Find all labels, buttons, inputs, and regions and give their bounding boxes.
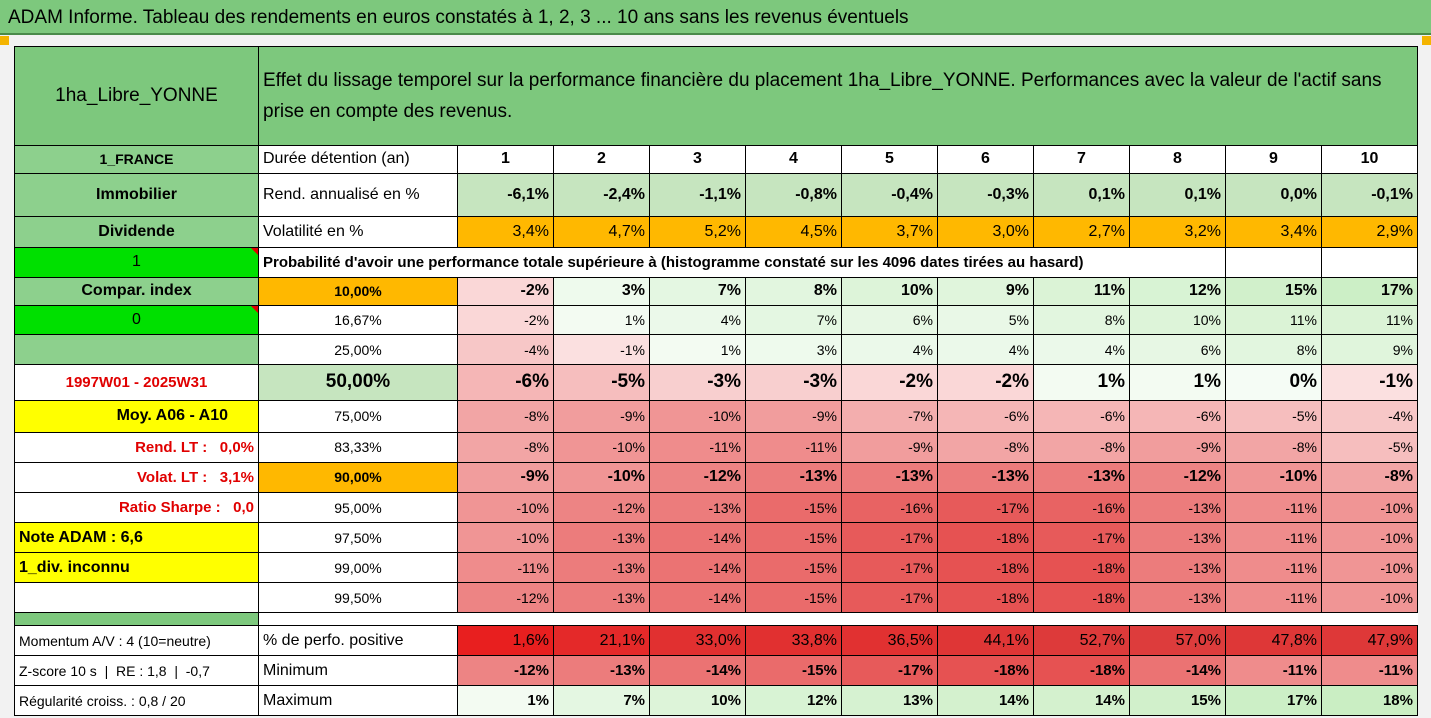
empty-cell [1226, 247, 1322, 277]
quantile-value: -13% [554, 583, 650, 613]
moy-label: Moy. A06 - A10 [15, 401, 259, 433]
quantile-value: 12% [1130, 277, 1226, 306]
quantile-value: -2% [938, 364, 1034, 400]
quantile-value: -15% [746, 553, 842, 583]
category-label: Immobilier [15, 173, 259, 216]
quantile-value: -10% [554, 462, 650, 492]
quantile-value: -2% [458, 277, 554, 306]
quantile-value: -6% [1130, 401, 1226, 433]
pos-label: % de perfo. positive [259, 626, 458, 656]
quantile-value: -12% [554, 492, 650, 523]
quantile-value: -5% [554, 364, 650, 400]
rend-value: -1,1% [650, 173, 746, 216]
min-value: -14% [1130, 656, 1226, 686]
quantile-label: 95,00% [259, 492, 458, 523]
quantile-value: -18% [938, 583, 1034, 613]
quantile-value: -9% [458, 462, 554, 492]
rend-value: -0,1% [1322, 173, 1418, 216]
pos-value: 57,0% [1130, 626, 1226, 656]
quantile-value: -9% [1130, 432, 1226, 462]
volat-value: 4,5% [746, 216, 842, 247]
quantile-value: -6% [1034, 401, 1130, 433]
max-value: 13% [842, 686, 938, 716]
year-header: 6 [938, 145, 1034, 173]
max-value: 18% [1322, 686, 1418, 716]
quantile-value: -15% [746, 523, 842, 553]
quantile-value: -14% [650, 583, 746, 613]
quantile-value: -14% [650, 523, 746, 553]
quantile-value: -8% [1226, 432, 1322, 462]
quantile-value: -18% [938, 553, 1034, 583]
quantile-value: -8% [458, 432, 554, 462]
volat-lt: Volat. LT : 3,1% [15, 462, 259, 492]
dividend-value: 1 [15, 247, 259, 277]
quantile-label: 25,00% [259, 335, 458, 365]
rend-value: 0,1% [1034, 173, 1130, 216]
quantile-value: -13% [746, 462, 842, 492]
quantile-value: -3% [650, 364, 746, 400]
quantile-value: 4% [650, 306, 746, 335]
quantile-value: -2% [458, 306, 554, 335]
quantile-value: -13% [1130, 492, 1226, 523]
quantile-value: -7% [842, 401, 938, 433]
quantile-value: -12% [650, 462, 746, 492]
quantile-value: 4% [1034, 335, 1130, 365]
max-value: 17% [1226, 686, 1322, 716]
quantile-value: -8% [458, 401, 554, 433]
quantile-value: 7% [746, 306, 842, 335]
quantile-value: -3% [746, 364, 842, 400]
max-value: 14% [938, 686, 1034, 716]
quantile-value: -11% [1226, 523, 1322, 553]
quantile-value: -8% [938, 432, 1034, 462]
quantile-value: -11% [1226, 492, 1322, 523]
quantile-value: -9% [842, 432, 938, 462]
year-header: 5 [842, 145, 938, 173]
quantile-value: -1% [1322, 364, 1418, 400]
quantile-value: 8% [1226, 335, 1322, 365]
min-label: Minimum [259, 656, 458, 686]
pos-value: 47,9% [1322, 626, 1418, 656]
quantile-value: -11% [1226, 553, 1322, 583]
quantile-value: 9% [938, 277, 1034, 306]
quantile-value: 6% [1130, 335, 1226, 365]
min-value: -18% [1034, 656, 1130, 686]
quantile-value: -8% [1322, 462, 1418, 492]
max-value: 1% [458, 686, 554, 716]
dividend-label: Dividende [15, 216, 259, 247]
quantile-value: 1% [1130, 364, 1226, 400]
rend-value: -2,4% [554, 173, 650, 216]
quantile-value: -12% [458, 583, 554, 613]
quantile-value: -13% [554, 553, 650, 583]
quantile-label: 16,67% [259, 306, 458, 335]
quantile-value: -18% [1034, 553, 1130, 583]
quantile-value: -12% [1130, 462, 1226, 492]
max-value: 14% [1034, 686, 1130, 716]
quantile-value: 1% [554, 306, 650, 335]
rend-lt: Rend. LT : 0,0% [15, 432, 259, 462]
div-label: 1_div. inconnu [15, 553, 259, 583]
quantile-value: -17% [842, 523, 938, 553]
rend-value: -0,4% [842, 173, 938, 216]
quantile-value: 6% [842, 306, 938, 335]
quantile-value: -13% [938, 462, 1034, 492]
volat-value: 3,7% [842, 216, 938, 247]
quantile-value: -10% [1322, 583, 1418, 613]
quantile-value: -13% [842, 462, 938, 492]
min-value: -14% [650, 656, 746, 686]
quantile-value: -5% [1322, 432, 1418, 462]
sharpe-label: Ratio Sharpe : 0,0 [15, 492, 259, 523]
quantile-label: 99,50% [259, 583, 458, 613]
quantile-label: 97,50% [259, 523, 458, 553]
quantile-value: -10% [554, 432, 650, 462]
pos-value: 33,8% [746, 626, 842, 656]
quantile-value: 9% [1322, 335, 1418, 365]
max-value: 7% [554, 686, 650, 716]
quantile-value: 3% [554, 277, 650, 306]
quantile-label: 50,00% [259, 364, 458, 400]
volat-value: 3,4% [458, 216, 554, 247]
quantile-value: -13% [554, 523, 650, 553]
quantile-value: -13% [1130, 583, 1226, 613]
quantile-label: 10,00% [259, 277, 458, 306]
quantile-value: -16% [1034, 492, 1130, 523]
volat-value: 2,7% [1034, 216, 1130, 247]
quantile-value: -13% [1034, 462, 1130, 492]
volat-value: 3,4% [1226, 216, 1322, 247]
quantile-value: 3% [746, 335, 842, 365]
compar-label: Compar. index [15, 277, 259, 306]
momentum-label: Momentum A/V : 4 (10=neutre) [15, 626, 259, 656]
volat-value: 5,2% [650, 216, 746, 247]
quantile-value: -6% [458, 364, 554, 400]
quantile-value: -18% [938, 523, 1034, 553]
quantile-value: -11% [458, 553, 554, 583]
quantile-value: 7% [650, 277, 746, 306]
quantile-value: 1% [650, 335, 746, 365]
quantile-value: 10% [1130, 306, 1226, 335]
volat-label: Volatilité en % [259, 216, 458, 247]
quantile-value: -10% [650, 401, 746, 433]
volat-value: 2,9% [1322, 216, 1418, 247]
min-value: -15% [746, 656, 842, 686]
year-header: 10 [1322, 145, 1418, 173]
quantile-value: -11% [650, 432, 746, 462]
quantile-value: -14% [650, 553, 746, 583]
empty-cell [1322, 247, 1418, 277]
quantile-value: -17% [842, 553, 938, 583]
quantile-value: -13% [1130, 553, 1226, 583]
quantile-value: 11% [1034, 277, 1130, 306]
returns-table [14, 46, 1418, 716]
pos-value: 44,1% [938, 626, 1034, 656]
asset-name: 1ha_Libre_YONNE [15, 47, 259, 146]
empty-left [15, 583, 259, 613]
quantile-value: -17% [1034, 523, 1130, 553]
regularite-label: Régularité croiss. : 0,8 / 20 [15, 686, 259, 716]
note-label: Note ADAM : 6,6 [15, 523, 259, 553]
proba-label: Probabilité d'avoir une performance totale supérieure à (histogramme constaté sur les 4096 dates tirées au hasard) [259, 247, 1226, 277]
quantile-value: 10% [842, 277, 938, 306]
pos-value: 36,5% [842, 626, 938, 656]
quantile-value: 15% [1226, 277, 1322, 306]
rend-value: -6,1% [458, 173, 554, 216]
quantile-label: 90,00% [259, 462, 458, 492]
quantile-value: -5% [1226, 401, 1322, 433]
quantile-value: -13% [650, 492, 746, 523]
quantile-value: 1% [1034, 364, 1130, 400]
quantile-value: -17% [938, 492, 1034, 523]
year-header: 3 [650, 145, 746, 173]
quantile-value: -9% [746, 401, 842, 433]
description: Effet du lissage temporel sur la performance financière du placement 1ha_Libre_YONNE. Performances avec la valeur de l'actif sans prise en compte des revenus. [259, 47, 1418, 146]
quantile-value: 0% [1226, 364, 1322, 400]
quantile-value: -6% [938, 401, 1034, 433]
year-header: 9 [1226, 145, 1322, 173]
quantile-value: 5% [938, 306, 1034, 335]
rend-value: -0,8% [746, 173, 842, 216]
quantile-value: 4% [938, 335, 1034, 365]
empty-left [15, 335, 259, 365]
min-value: -18% [938, 656, 1034, 686]
max-value: 12% [746, 686, 842, 716]
volat-value: 3,2% [1130, 216, 1226, 247]
quantile-value: -11% [746, 432, 842, 462]
pos-value: 52,7% [1034, 626, 1130, 656]
year-header: 4 [746, 145, 842, 173]
pos-value: 21,1% [554, 626, 650, 656]
max-value: 10% [650, 686, 746, 716]
compar-value: 0 [15, 306, 259, 335]
quantile-label: 83,33% [259, 432, 458, 462]
quantile-value: -17% [842, 583, 938, 613]
quantile-value: 4% [842, 335, 938, 365]
quantile-value: -10% [1322, 523, 1418, 553]
quantile-label: 75,00% [259, 401, 458, 433]
quantile-value: -10% [1322, 492, 1418, 523]
pos-value: 1,6% [458, 626, 554, 656]
quantile-value: 8% [1034, 306, 1130, 335]
min-value: -11% [1322, 656, 1418, 686]
rend-value: 0,1% [1130, 173, 1226, 216]
quantile-value: -1% [554, 335, 650, 365]
separator [259, 612, 1418, 625]
quantile-value: -2% [842, 364, 938, 400]
year-header: 7 [1034, 145, 1130, 173]
rend-label: Rend. annualisé en % [259, 173, 458, 216]
quantile-value: -9% [554, 401, 650, 433]
quantile-value: 11% [1322, 306, 1418, 335]
min-value: -13% [554, 656, 650, 686]
zscore-label: Z-score 10 s | RE : 1,8 | -0,7 [15, 656, 259, 686]
pos-value: 33,0% [650, 626, 746, 656]
quantile-value: -10% [1322, 553, 1418, 583]
quantile-value: -18% [1034, 583, 1130, 613]
quantile-value: -10% [458, 492, 554, 523]
separator [15, 612, 259, 625]
quantile-label: 99,00% [259, 553, 458, 583]
year-header: 2 [554, 145, 650, 173]
period-label: 1997W01 - 2025W31 [15, 364, 259, 400]
year-header: 1 [458, 145, 554, 173]
quantile-value: -11% [1226, 583, 1322, 613]
quantile-value: -15% [746, 583, 842, 613]
rend-value: -0,3% [938, 173, 1034, 216]
volat-value: 3,0% [938, 216, 1034, 247]
country-label: 1_FRANCE [15, 145, 259, 173]
min-value: -11% [1226, 656, 1322, 686]
quantile-value: -4% [458, 335, 554, 365]
volat-value: 4,7% [554, 216, 650, 247]
min-value: -17% [842, 656, 938, 686]
quantile-value: -16% [842, 492, 938, 523]
duration-label: Durée détention (an) [259, 145, 458, 173]
quantile-value: -10% [458, 523, 554, 553]
quantile-value: 11% [1226, 306, 1322, 335]
quantile-value: -8% [1034, 432, 1130, 462]
quantile-value: 8% [746, 277, 842, 306]
report-title: ADAM Informe. Tableau des rendements en euros constatés à 1, 2, 3 ... 10 ans sans les revenus éventuels [0, 0, 1431, 35]
max-value: 15% [1130, 686, 1226, 716]
corner-marker [1422, 36, 1431, 45]
quantile-value: -13% [1130, 523, 1226, 553]
quantile-value: 17% [1322, 277, 1418, 306]
min-value: -12% [458, 656, 554, 686]
max-label: Maximum [259, 686, 458, 716]
rend-value: 0,0% [1226, 173, 1322, 216]
quantile-value: -10% [1226, 462, 1322, 492]
corner-marker [0, 36, 9, 45]
year-header: 8 [1130, 145, 1226, 173]
pos-value: 47,8% [1226, 626, 1322, 656]
quantile-value: -15% [746, 492, 842, 523]
quantile-value: -4% [1322, 401, 1418, 433]
